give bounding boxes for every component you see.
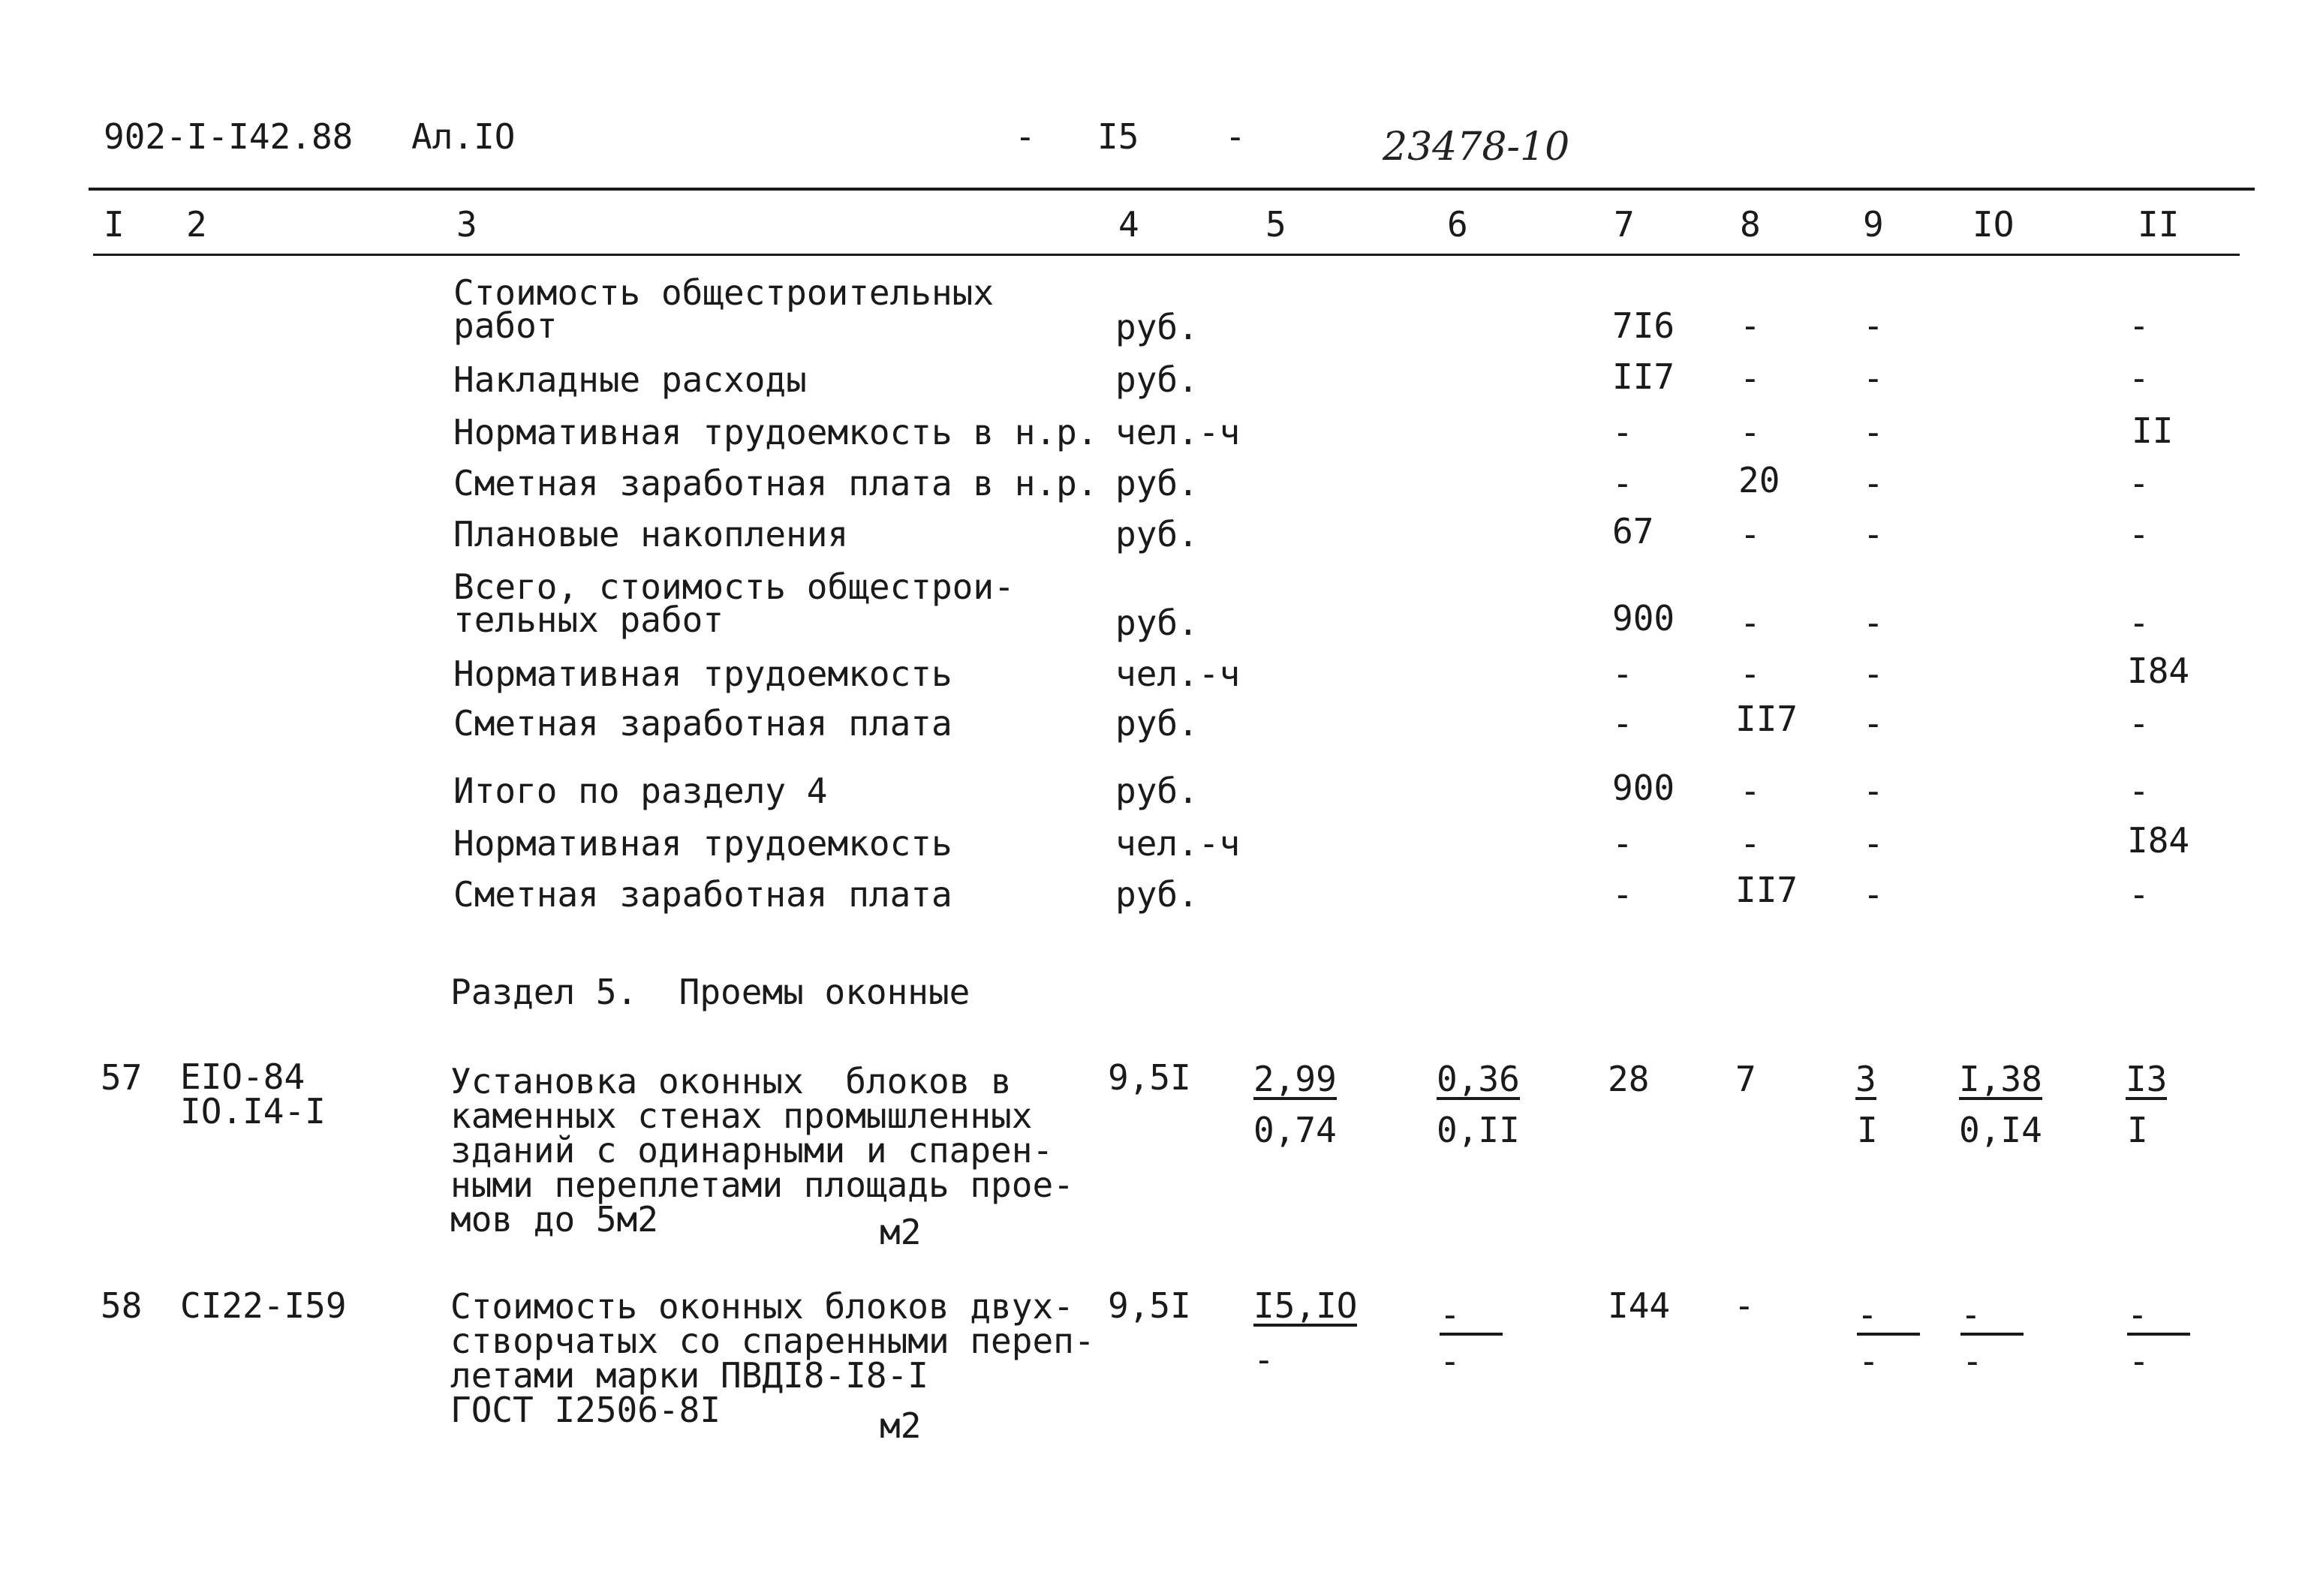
summary-unit: чел.-ч — [1115, 412, 1241, 452]
item-c9-top-value: 3 — [1855, 1059, 1876, 1099]
summary-c8: 20 — [1738, 460, 1780, 500]
page-number: I5 — [1097, 116, 1139, 157]
item-c5-top — [1253, 1061, 1337, 1100]
item-c9-bottom: I — [1857, 1110, 1878, 1150]
summary-c9: - — [1863, 603, 1884, 643]
col-header-3: 3 — [456, 204, 477, 245]
item-c11-bottom: - — [2129, 1341, 2150, 1381]
summary-c9: - — [1863, 654, 1884, 694]
page-dash-left: - — [1015, 116, 1036, 157]
item-description: Установка оконных блоков в каменных стенах промышленных зданий с одинарными и спарен- ными переплетами площадь прое- мов до 5м2 — [450, 1061, 1074, 1240]
summary-label: Стоимость общестроительных работ — [453, 272, 995, 346]
summary-c11: - — [2129, 703, 2150, 744]
summary-c7: 900 — [1612, 598, 1675, 639]
summary-c11: I84 — [2127, 651, 2190, 691]
item-c9-top — [1857, 1294, 1920, 1336]
summary-c7: 900 — [1612, 768, 1675, 808]
item-c9-bottom: - — [1858, 1341, 1879, 1381]
item-c11-bottom: I — [2127, 1110, 2148, 1150]
item-c5-bottom: - — [1253, 1339, 1274, 1380]
summary-c9: - — [1863, 823, 1884, 864]
item-c11-top — [2126, 1061, 2167, 1100]
summary-c7: - — [1612, 463, 1633, 503]
summary-c8: II7 — [1735, 870, 1798, 910]
item-c10-top — [1960, 1294, 2024, 1336]
summary-c9: - — [1863, 514, 1884, 555]
col-header-1: I — [104, 204, 125, 245]
doc-number: 902-I-I42.88 — [104, 116, 354, 157]
summary-c7: 67 — [1612, 511, 1654, 552]
summary-c9: - — [1863, 771, 1884, 811]
summary-label: Нормативная трудоемкость в н.р. — [453, 412, 1098, 452]
item-qty: 9,5I — [1108, 1285, 1191, 1326]
col-header-10: IO — [1972, 204, 2015, 245]
top-rule — [89, 188, 2255, 191]
item-c6-bottom: - — [1440, 1341, 1461, 1381]
summary-c9: - — [1863, 703, 1884, 744]
summary-unit: руб. — [1115, 771, 1199, 811]
summary-c11: - — [2129, 463, 2150, 503]
summary-c9: - — [1863, 874, 1884, 915]
header-rule — [93, 254, 2240, 256]
summary-unit: руб. — [1115, 359, 1199, 400]
summary-unit: руб. — [1115, 703, 1199, 744]
item-c9-top-value: - — [1857, 1297, 1920, 1336]
summary-unit: руб. — [1115, 514, 1199, 555]
summary-c11: - — [2129, 874, 2150, 915]
item-description: Стоимость оконных блоков двух- створчатых со спаренными переп- летами марки ПВДI8-I8-I ГОСТ I2506-8I — [450, 1286, 1095, 1430]
col-header-5: 5 — [1265, 204, 1286, 245]
summary-unit: руб. — [1115, 874, 1199, 915]
summary-c11: - — [2129, 358, 2150, 398]
summary-label: Нормативная трудоемкость — [453, 823, 952, 864]
item-c5-bottom: 0,74 — [1253, 1110, 1337, 1150]
summary-label: Накладные расходы — [453, 359, 807, 400]
item-c6-top — [1437, 1061, 1520, 1100]
item-c6-top-value: 0,36 — [1437, 1059, 1520, 1099]
item-c10-top-value: - — [1960, 1297, 2024, 1336]
section-title: Раздел 5. Проемы оконные — [450, 972, 970, 1012]
item-c5-top-value: 2,99 — [1253, 1059, 1337, 1099]
item-c5-top — [1253, 1285, 1358, 1327]
summary-c7: 7I6 — [1612, 305, 1675, 346]
summary-c7: - — [1612, 654, 1633, 694]
item-code: EIO-84 IO.I4-I — [180, 1056, 326, 1132]
summary-label: Сметная заработная плата — [453, 703, 952, 744]
item-c8: - — [1734, 1285, 1755, 1326]
summary-c11: - — [2129, 305, 2150, 346]
col-header-9: 9 — [1863, 204, 1884, 245]
summary-c9: - — [1863, 463, 1884, 503]
summary-c7: - — [1612, 703, 1633, 744]
item-code: CI22-I59 — [180, 1285, 347, 1326]
summary-label: Плановые накопления — [453, 514, 849, 555]
summary-c8: - — [1740, 514, 1761, 555]
summary-c9: - — [1863, 305, 1884, 346]
item-c10-bottom: 0,I4 — [1959, 1110, 2042, 1150]
summary-label: Всего, стоимость общестрои- тельных работ — [453, 567, 1015, 640]
item-c6-top — [1440, 1294, 1503, 1336]
handwritten-number: 23478-10 — [1383, 125, 1570, 170]
summary-c7: II7 — [1612, 356, 1675, 397]
summary-unit: чел.-ч — [1115, 654, 1241, 694]
item-unit: м2 — [880, 1212, 922, 1252]
item-c6-top-value: - — [1440, 1297, 1503, 1336]
summary-label: Сметная заработная плата — [453, 874, 952, 915]
col-header-7: 7 — [1614, 204, 1635, 245]
item-c11-top-value: I3 — [2126, 1059, 2168, 1099]
summary-c8: - — [1740, 412, 1761, 452]
summary-c8: - — [1740, 654, 1761, 694]
item-c7: I44 — [1608, 1285, 1671, 1326]
summary-c8: - — [1740, 603, 1761, 643]
item-number: 58 — [101, 1285, 143, 1326]
item-c11-top-value: - — [2127, 1297, 2190, 1336]
summary-c7: - — [1612, 823, 1633, 864]
summary-unit: чел.-ч — [1115, 823, 1241, 864]
summary-unit: руб. — [1115, 463, 1199, 503]
item-number: 57 — [101, 1057, 143, 1098]
summary-c9: - — [1863, 358, 1884, 398]
summary-c8: II7 — [1735, 699, 1798, 739]
item-c6-bottom: 0,II — [1437, 1110, 1520, 1150]
col-header-8: 8 — [1740, 204, 1761, 245]
summary-c11: I84 — [2127, 820, 2190, 861]
summary-c11: II — [2132, 410, 2174, 451]
item-c9-top — [1855, 1061, 1876, 1100]
summary-c11: - — [2129, 771, 2150, 811]
col-header-4: 4 — [1118, 204, 1139, 245]
sheet-label: Ал.IO — [411, 116, 516, 157]
item-c7: 28 — [1608, 1059, 1650, 1099]
summary-c8: - — [1740, 305, 1761, 346]
summary-unit: руб. — [1115, 603, 1199, 643]
summary-label: Итого по разделу 4 — [453, 771, 828, 811]
summary-c11: - — [2129, 603, 2150, 643]
col-header-6: 6 — [1447, 204, 1468, 245]
page-dash-right: - — [1225, 116, 1246, 157]
item-c10-bottom: - — [1962, 1341, 1983, 1381]
item-c10-top-value: I,38 — [1959, 1059, 2042, 1099]
col-header-11: II — [2138, 204, 2180, 245]
col-header-2: 2 — [186, 204, 207, 245]
summary-c8: - — [1740, 358, 1761, 398]
summary-c7: - — [1612, 412, 1633, 452]
item-qty: 9,5I — [1108, 1057, 1191, 1098]
summary-c7: - — [1612, 874, 1633, 915]
item-c8: 7 — [1735, 1059, 1756, 1099]
item-c5-top-value: I5,IO — [1253, 1285, 1358, 1326]
summary-c9: - — [1863, 412, 1884, 452]
summary-c8: - — [1740, 823, 1761, 864]
item-c10-top — [1959, 1061, 2042, 1100]
summary-c8: - — [1740, 771, 1761, 811]
summary-c11: - — [2129, 514, 2150, 555]
item-unit: м2 — [880, 1405, 922, 1446]
summary-unit: руб. — [1115, 307, 1199, 347]
item-c11-top — [2127, 1294, 2190, 1336]
summary-label: Нормативная трудоемкость — [453, 654, 952, 694]
summary-label: Сметная заработная плата в н.р. — [453, 463, 1098, 503]
